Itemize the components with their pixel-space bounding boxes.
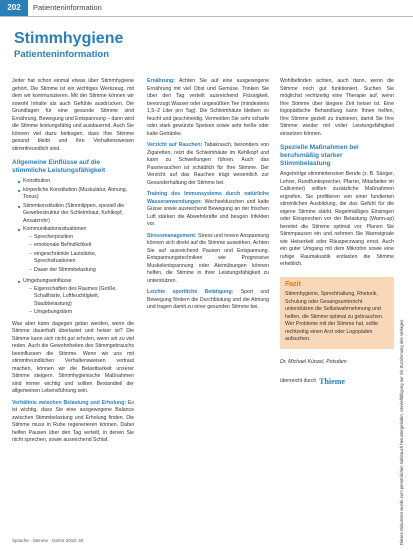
- sub-list: [23, 286, 134, 317]
- fazit-text: Stimmhygiene, Sprechhaltung, Rhetorik, Schulung oder Gesangsunterricht unterstützen die Selbstwahrnehmung und helfen, die Stimme optimal zu gebrauchen. Wer Probleme mit der Stimme hat, sollte rechtzeitig einen Arzt oder Logopäden aufsuchen.: [285, 291, 384, 342]
- paragraph-lead: Verhältnis zwischen Belastung und Erholung:: [12, 399, 127, 406]
- section-label: Patienteninformation: [33, 3, 102, 12]
- article-subtitle: Patienteninformation: [14, 49, 110, 60]
- column-2: [147, 78, 269, 316]
- fazit-box: [280, 277, 394, 349]
- sub-list-item: – Sprecherposition: [29, 234, 134, 242]
- publisher-logo: Thieme: [319, 377, 345, 386]
- paragraph: Verzicht auf Rauchen: Tabakrauch, besonders von Zigaretten, reizt die Schleimhäute im Kehlkopf und kann zu Schwellungen führen. Auch das Passivrauchen ist schädlich für Ihre Stimme. Der Verzicht auf das Rauchen trägt wesentlich zur Gesunderhaltung der Stimme bei.: [147, 142, 269, 186]
- paragraph: Was aber kann dagegen getan werden, wenn die Stimme dauerhaft überlastet und heiser ist? Die Stimme kann sich nicht gut erholen, wenn wir zu viel reden. Auch die Gewohnheiten des Stimmgebrauchs beeinflussen die Stimme. Wenn wir uns mit stimmfreundlichen Verhaltensweisen vertraut machen, können wir die Belastbarkeit unserer Stimme steigern. Stimmhygienische Maßnahmen sind immer wichtig und sollten Bestandteil der allgemeinen Lebensführung sein.: [12, 320, 134, 394]
- paragraph: Stressmanagement: Stress und innere Anspannung können sich direkt auf die Stimme auswirken. Achten Sie auf ausreichend Pausen und Entspannung. Entspannungstechniken wie Progressive Muskelentspannung oder Atemübungen können helfen, die Stimme in ihrer Leistungsfähigkeit zu unterstützen.: [147, 232, 269, 284]
- list-item: ■ Stimmkonstitution (Stimmlippen, speziell die Gewebestruktur der Schleimhaut, Kehlkopf, Ansatzrohr): [18, 203, 134, 226]
- sub-list-item: – Eigenschaften des Raumes (Größe, Schallhärte, Luftfeuchtigkeit, Staubbelastung): [29, 286, 134, 309]
- author-line: Dr. Michael Künzel, Potsdam: [280, 358, 347, 365]
- article-title: Stimmhygiene: [14, 30, 124, 47]
- paragraph-lead: Verzicht auf Rauchen:: [147, 142, 203, 148]
- sub-list-item: – eingeschränkte Lautstärke, Sprechsituationen: [29, 251, 134, 266]
- heading-special-measures: Spezielle Maßnahmen bei berufsmäßig starker Stimmbelastung: [280, 144, 359, 167]
- sub-list-item: – Dauer der Stimmbelastung: [29, 267, 134, 275]
- page-number: 202: [0, 0, 28, 16]
- page-footer: Sprache · Stimme · Gehör 2016; 40: [12, 538, 84, 543]
- list-item: ■ Umgebungseinflüsse – Eigenschaften des Raumes (Größe, Schallhärte, Luftfeuchtigkeit, Staubbelastung) – Umgebungslärm: [18, 278, 134, 317]
- credit-prefix: überreicht durch: [280, 378, 317, 384]
- paragraph: Wohlbefinden achten, auch dann, wenn die Stimme noch gut funktioniert. Suchen Sie möglichst rechtzeitig eine Therapie auf, wenn Ihre Stimme über längere Zeit heiser ist. Eine logopädische Behandlung kann Ihnen helfen, Ihre Stimme gezielt zu trainieren, damit Sie Ihre Stimme wieder mit voller Leistungsfähigkeit einsetzen können.: [280, 78, 394, 137]
- influences-list: [12, 178, 134, 317]
- sub-list: [23, 234, 134, 275]
- fazit-title: Fazit: [285, 280, 301, 288]
- paragraph: Training des Immunsystems durch natürliche Wasseranwendungen: Wechselduschen und kalte Güsse sowie ausreichend Bewegung an der frischen Luft stärken die Abwehrkräfte und beugen Infekten vor.: [147, 191, 269, 227]
- copyright-side-note: Dieses Dokument wurde zum persönlichen Gebrauch heruntergeladen. Vervielfältigung nur mit Zustimmung des Verlages.: [399, 318, 404, 545]
- column-1: [12, 78, 134, 449]
- paragraph-lead: Leichte sportliche Betätigung:: [147, 289, 234, 295]
- heading-general-influences: Allgemeine Einflüsse auf die stimmliche Leistungsfähigkeit: [12, 159, 106, 174]
- list-item: ■ Konstitution: [18, 178, 134, 186]
- paragraph-lead: Training des Immunsystems durch natürliche Wasseranwendungen:: [147, 191, 269, 205]
- list-item: ■ körperliche Konstitution (Muskulatur, Atmung, Tonus): [18, 187, 134, 202]
- column-3: [280, 78, 394, 386]
- paragraph: Leichte sportliche Betätigung: Sport und Bewegung fördern die Durchblutung und die Atmung und tragen damit zu einer gesunden Stimme bei.: [147, 289, 269, 310]
- paragraph: Ernährung: Achten Sie auf eine ausgewogene Ernährung mit viel Obst und Gemüse. Trinken Sie über den Tag verteilt ausreichend Flüssigkeit, bevorzugt Wasser oder ungesüßten Tee (mindestens 1,5–2 Liter pro Tag). Die Schleimhäute bleiben so feucht und geschmeidig. Vermeiden Sie sehr scharfe oder stark gewürzte Speisen sowie sehr heiße oder kalte Getränke.: [147, 78, 269, 137]
- header-divider: [0, 16, 413, 17]
- paragraph: Verhältnis zwischen Belastung und Erholung: Es ist wichtig, dass Sie eine ausgewogene Balance zwischen Stimmbelastung und Erholung finden. Die Stimme muss in Ruhe regenerieren können. Dabei helfen Pausen über den Tag verteilt, in denen Sie nicht sprechen, sowie ausreichend Schlaf.: [12, 399, 134, 443]
- intro-paragraph: Jeder hat schon einmal etwas über Stimmhygiene gehört. Die Stimme ist ein wichtiges Werkzeug, mit dem wir kommunizieren. Mit der Stimme können wir sowohl Inhalte als auch Gefühle ausdrücken. Die Grundlagen für eine gesunde Stimme sind Ernährung, Bewegung und Entspannung – dann wird die Stimme leistungsfähig und ausdauernd. Auch Sie können viel dazu beitragen, dass Ihre Stimme gesund bleibt und Ihre Verhaltensweisen stimmfreundlich sind.: [12, 78, 134, 152]
- sub-list-item: – Umgebungslärm: [29, 309, 134, 317]
- paragraph-lead: Stressmanagement:: [147, 232, 197, 239]
- list-item: ■ Kommunikationssituationen – Sprecherposition – emotionale Befindlichkeit – eingeschränkte Lautstärke, Sprechsituationen – Dauer der Stimmbelastung: [18, 226, 134, 274]
- publisher-credit: [280, 378, 394, 386]
- page-header: [0, 0, 413, 16]
- paragraph: Angehörige stimmintensiver Berufe (z. B. Sänger, Lehrer, Rundfunksprecher, Pfarrer, Mitarbeiter im Callcenter) sollten zusätzliche Maßnahmen ergreifen. Sie profitieren von einer fundierten stimmlichen Ausbildung, die das Gefühl für die eigene Stimme stärkt. Regelmäßiges Einsingen oder Einsprechen vor der Belastung (Warm-up) bereitet die Stimme optimal vor. Planen Sie Stimmpausen ein und nehmen Sie Warnsignale wie Heiserkeit oder Räusperzwang ernst. Auch ein guter Umgang mit dem Mikrofon sowie eine ruhige Raumakustik entlasten die Stimme erheblich.: [280, 171, 394, 267]
- paragraph-lead: Ernährung:: [147, 78, 175, 84]
- sub-list-item: – emotionale Befindlichkeit: [29, 242, 134, 250]
